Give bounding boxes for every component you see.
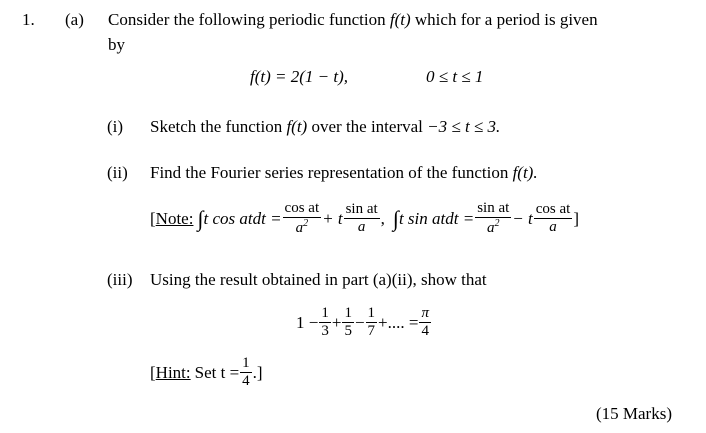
subpart-i-text-b: over the interval — [311, 117, 423, 136]
subpart-ii-label: (ii) — [107, 163, 128, 182]
definition-lhs: f(t) = 2(1 − t), — [250, 67, 349, 86]
note-frac-1-num: cos at — [284, 200, 320, 216]
series-rhs — [419, 306, 431, 339]
subpart-i-label: (i) — [107, 117, 124, 136]
series-frac-2-den: 5 — [344, 323, 352, 339]
intro-line-2: by — [108, 35, 125, 54]
note-frac-4-num: cos at — [535, 201, 571, 217]
integral-sign-2: ∫ — [392, 205, 399, 231]
note-frac-3 — [475, 201, 511, 236]
subpart-iii-label: (iii) — [107, 270, 133, 289]
note-frac-1 — [283, 201, 322, 236]
series-frac-1-num: 1 — [321, 305, 329, 321]
series-tail: +.... = — [378, 312, 419, 332]
note-frac-3-num: sin at — [477, 200, 510, 216]
definition-domain: 0 ≤ t ≤ 1 — [426, 67, 484, 86]
note-frac-3-den — [487, 218, 500, 236]
subpart-ii-func: f(t). — [512, 163, 538, 182]
series-frac-3 — [366, 306, 378, 339]
subpart-i-func: f(t) — [286, 117, 308, 136]
note-frac-4-den: a — [549, 219, 557, 235]
series-rhs-num: π — [421, 305, 429, 321]
series-lead: 1 − — [296, 312, 319, 332]
note-frac-3-exp: 2 — [494, 218, 500, 229]
note-integrand-2: t sin atdt = — [398, 208, 475, 228]
note-frac-2-num: sin at — [345, 201, 378, 217]
note-close-bracket: ] — [573, 208, 579, 228]
note-comma: , — [380, 208, 385, 228]
note-minus-t: − t — [512, 208, 533, 228]
hint-close: .] — [252, 362, 263, 382]
marks: (15 Marks) — [595, 404, 672, 423]
intro-text: Consider the following periodic function — [108, 10, 386, 29]
series-frac-3-num: 1 — [367, 305, 376, 321]
note-label: Note: — [155, 208, 194, 228]
hint-line — [150, 356, 263, 389]
intro-func: f(t) — [389, 10, 411, 29]
note-frac-1-den — [296, 218, 309, 236]
subpart-i-interval: −3 ≤ t ≤ 3. — [427, 117, 501, 136]
note-frac-3-den-base: a — [486, 220, 495, 236]
hint-text: Set t = — [194, 362, 240, 382]
note-integrand-1: t cos atdt = — [203, 208, 282, 228]
intro-line-1 — [108, 10, 598, 30]
note-line — [150, 201, 579, 236]
hint-open: [ — [150, 362, 156, 382]
series-rhs-den: 4 — [421, 323, 429, 339]
subpart-i-text — [150, 117, 500, 137]
integral-sign-1: ∫ — [197, 205, 204, 231]
intro-text-end: which for a period is given — [414, 10, 598, 29]
series-op-1: + — [331, 312, 342, 332]
subpart-ii-text — [150, 163, 538, 183]
series-frac-2 — [342, 306, 354, 339]
series-equation — [296, 306, 432, 339]
subpart-iii-text: Using the result obtained in part (a)(ii), show that — [150, 270, 487, 289]
note-plus-t: + t — [322, 208, 343, 228]
part-label: (a) — [65, 10, 84, 29]
note-frac-2-den: a — [357, 219, 366, 235]
series-frac-1-den: 3 — [321, 323, 329, 339]
series-frac-3-den: 7 — [367, 323, 376, 339]
hint-label: Hint: — [155, 362, 191, 382]
note-frac-4 — [534, 202, 573, 235]
note-open-bracket: [ — [150, 208, 156, 228]
hint-frac-num: 1 — [242, 355, 250, 371]
note-frac-2 — [344, 202, 380, 235]
series-frac-1 — [319, 306, 331, 339]
series-op-2: − — [354, 312, 365, 332]
hint-frac — [240, 356, 252, 389]
series-frac-2-num: 1 — [344, 305, 352, 321]
note-frac-1-den-base: a — [295, 220, 304, 236]
subpart-i-text-a: Sketch the function — [150, 117, 283, 136]
note-frac-1-exp: 2 — [303, 218, 309, 229]
subpart-ii-text-a: Find the Fourier series representation of the function — [150, 163, 509, 182]
hint-frac-den: 4 — [242, 373, 250, 389]
question-number: 1. — [22, 10, 35, 29]
